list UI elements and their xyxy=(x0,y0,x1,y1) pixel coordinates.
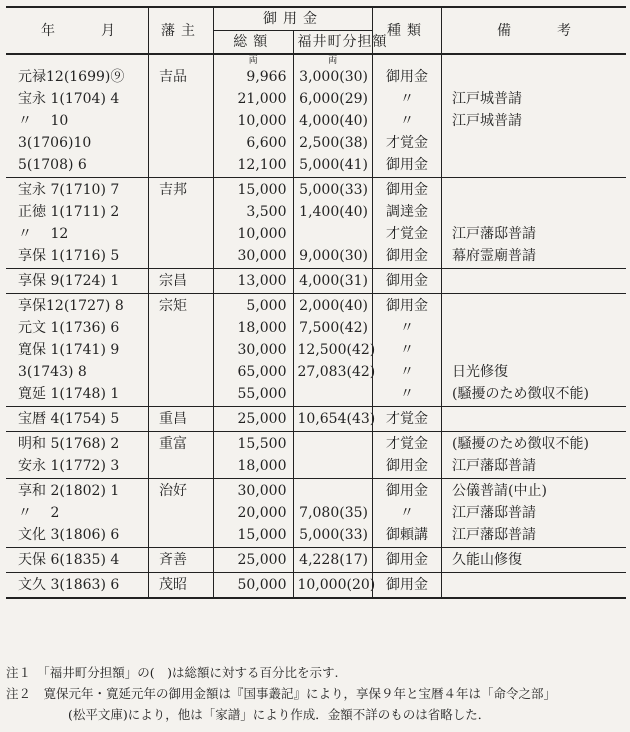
date-cell: 5(1708) 6 xyxy=(18,157,87,173)
kind-cell: 御用金 xyxy=(373,455,442,479)
total-cell: 50,000 xyxy=(214,573,294,599)
kind-cell: 御用金 xyxy=(373,269,442,294)
share-cell: 5,000(41) xyxy=(293,154,373,178)
date-cell: 宝永 7(1710) 7 xyxy=(18,182,120,198)
note-cell: 久能山修復 xyxy=(442,548,627,573)
kind-cell: 御用金 xyxy=(373,479,442,503)
total-cell: 21,000 xyxy=(214,88,294,110)
table-row xyxy=(6,294,626,318)
date-cell: 元文 1(1736) 6 xyxy=(18,320,120,336)
total-cell: 13,000 xyxy=(214,269,294,294)
kind-cell: 御用金 xyxy=(373,294,442,318)
note-cell xyxy=(442,407,627,432)
share-cell xyxy=(293,383,373,407)
kind-cell: 〃 xyxy=(373,502,442,524)
unit-cell xyxy=(442,54,627,66)
share-cell: 4,228(17) xyxy=(293,548,373,573)
header-total: 総額 xyxy=(214,31,294,55)
lord-cell xyxy=(149,361,214,383)
note-cell xyxy=(442,269,627,294)
date-cell: 寛延 1(1748) 1 xyxy=(18,386,120,402)
total-cell: 20,000 xyxy=(214,502,294,524)
unit-cell xyxy=(373,54,442,66)
lord-cell xyxy=(149,524,214,548)
header-date: 年 月 xyxy=(6,7,149,54)
kind-cell: 御用金 xyxy=(373,548,442,573)
share-cell: 7,080(35) xyxy=(293,502,373,524)
lord-group xyxy=(6,54,626,178)
goyokin-table-container xyxy=(6,6,626,599)
share-cell: 2,000(40) xyxy=(293,294,373,318)
lord-cell xyxy=(149,201,214,223)
share-cell xyxy=(293,223,373,245)
lord-cell xyxy=(149,132,214,154)
share-cell: 6,000(29) xyxy=(293,88,373,110)
header-fukui-share: 福井町分担額 xyxy=(293,31,373,55)
lord-cell xyxy=(149,223,214,245)
note-cell xyxy=(442,573,627,599)
share-cell xyxy=(293,479,373,503)
date-cell: 〃 12 xyxy=(18,226,69,242)
footnotes xyxy=(6,662,626,725)
date-cell: 3(1743) 8 xyxy=(18,364,87,380)
kind-cell: 御頼講 xyxy=(373,524,442,548)
share-cell xyxy=(293,455,373,479)
footnote-label: 注２ xyxy=(6,686,32,701)
date-cell: 享保 1(1716) 5 xyxy=(18,248,120,264)
lord-cell: 茂昭 xyxy=(149,573,214,599)
lord-group xyxy=(6,573,626,599)
lord-cell: 重富 xyxy=(149,432,214,456)
total-cell: 15,000 xyxy=(214,178,294,202)
kind-cell: 才覚金 xyxy=(373,407,442,432)
lord-cell: 斉善 xyxy=(149,548,214,573)
lord-group xyxy=(6,407,626,432)
lord-cell: 吉邦 xyxy=(149,178,214,202)
total-cell: 18,000 xyxy=(214,317,294,339)
date-cell: 〃 2 xyxy=(18,505,60,521)
table-row xyxy=(6,339,626,361)
lord-cell: 宗矩 xyxy=(149,294,214,318)
lord-cell xyxy=(149,339,214,361)
lord-cell xyxy=(149,88,214,110)
lord-group xyxy=(6,432,626,479)
total-cell: 25,000 xyxy=(214,407,294,432)
table-row xyxy=(6,383,626,407)
total-cell: 18,000 xyxy=(214,455,294,479)
total-cell: 65,000 xyxy=(214,361,294,383)
date-cell: 天保 6(1835) 4 xyxy=(18,552,120,568)
lord-cell: 吉品 xyxy=(149,66,214,88)
lord-group xyxy=(6,178,626,269)
total-cell: 30,000 xyxy=(214,339,294,361)
note-cell: (騒擾のため徴収不能) xyxy=(442,383,627,407)
footnote-2-continued xyxy=(6,704,626,725)
share-cell: 2,500(38) xyxy=(293,132,373,154)
table-row xyxy=(6,178,626,202)
total-cell: 30,000 xyxy=(214,479,294,503)
unit-label: 両 xyxy=(214,54,294,66)
total-cell: 15,000 xyxy=(214,524,294,548)
footnote-1 xyxy=(6,662,626,683)
date-cell: 宝暦 4(1754) 5 xyxy=(18,411,120,427)
note-cell xyxy=(442,201,627,223)
note-cell: 江戸藩邸普請 xyxy=(442,524,627,548)
note-cell xyxy=(442,66,627,88)
footnote-label: 注１ xyxy=(6,665,32,680)
date-cell: 元禄12(1699)⑨ xyxy=(18,69,125,85)
note-cell xyxy=(442,132,627,154)
note-cell: (騒擾のため徴収不能) xyxy=(442,432,627,456)
header-lord: 藩主 xyxy=(149,7,214,54)
note-cell xyxy=(442,178,627,202)
lord-cell: 重昌 xyxy=(149,407,214,432)
kind-cell: 御用金 xyxy=(373,245,442,269)
date-cell: 〃 10 xyxy=(18,113,69,129)
total-cell: 10,000 xyxy=(214,110,294,132)
unit-row xyxy=(6,54,626,66)
share-cell xyxy=(293,432,373,456)
table-row xyxy=(6,201,626,223)
lord-cell xyxy=(149,502,214,524)
share-cell: 5,000(33) xyxy=(293,524,373,548)
goyokin-table xyxy=(6,6,626,599)
date-cell: 享和 2(1802) 1 xyxy=(18,483,120,499)
table-row xyxy=(6,132,626,154)
unit-cell xyxy=(149,54,214,66)
lord-cell xyxy=(149,317,214,339)
table-row xyxy=(6,361,626,383)
note-cell: 日光修復 xyxy=(442,361,627,383)
share-cell: 4,000(40) xyxy=(293,110,373,132)
total-cell: 12,100 xyxy=(214,154,294,178)
note-cell: 江戸城普請 xyxy=(442,110,627,132)
total-cell: 3,500 xyxy=(214,201,294,223)
kind-cell: 才覚金 xyxy=(373,132,442,154)
total-cell: 15,500 xyxy=(214,432,294,456)
date-cell: 享保12(1727) 8 xyxy=(18,298,124,314)
note-cell: 公儀普請(中止) xyxy=(442,479,627,503)
table-row xyxy=(6,548,626,573)
table-row xyxy=(6,154,626,178)
footnote-2 xyxy=(6,683,626,704)
kind-cell: 〃 xyxy=(373,88,442,110)
lord-cell xyxy=(149,110,214,132)
header-kind: 種類 xyxy=(373,7,442,54)
kind-cell: 〃 xyxy=(373,339,442,361)
table-row xyxy=(6,407,626,432)
footnote-text: 寛保元年・寛延元年の御用金額は『国事叢記』により，享保９年と宝暦４年は「命令之部」 xyxy=(43,686,557,701)
table-row xyxy=(6,573,626,599)
total-cell: 55,000 xyxy=(214,383,294,407)
note-cell: 幕府霊廟普請 xyxy=(442,245,627,269)
kind-cell: 才覚金 xyxy=(373,223,442,245)
unit-cell xyxy=(6,54,149,66)
table-row xyxy=(6,317,626,339)
lord-cell xyxy=(149,154,214,178)
unit-label: 両 xyxy=(293,54,373,66)
share-cell: 27,083(42) xyxy=(293,361,373,383)
note-cell xyxy=(442,294,627,318)
total-cell: 6,600 xyxy=(214,132,294,154)
lord-cell: 宗昌 xyxy=(149,269,214,294)
table-row xyxy=(6,479,626,503)
table-row xyxy=(6,524,626,548)
total-cell: 5,000 xyxy=(214,294,294,318)
date-cell: 文化 3(1806) 6 xyxy=(18,527,120,543)
kind-cell: 調達金 xyxy=(373,201,442,223)
table-row xyxy=(6,432,626,456)
footnote-text: (松平文庫)により，他は「家譜」により作成．金額不詳のものは省略した． xyxy=(68,707,491,722)
note-cell: 江戸藩邸普請 xyxy=(442,502,627,524)
date-cell: 安永 1(1772) 3 xyxy=(18,458,120,474)
share-cell: 3,000(30) xyxy=(293,66,373,88)
kind-cell: 御用金 xyxy=(373,573,442,599)
share-cell: 9,000(30) xyxy=(293,245,373,269)
table-row xyxy=(6,110,626,132)
table-row xyxy=(6,269,626,294)
kind-cell: 才覚金 xyxy=(373,432,442,456)
header-goyokin: 御用金 xyxy=(214,7,373,31)
share-cell: 1,400(40) xyxy=(293,201,373,223)
table-row xyxy=(6,66,626,88)
note-cell xyxy=(442,154,627,178)
kind-cell: 〃 xyxy=(373,383,442,407)
lord-cell xyxy=(149,455,214,479)
date-cell: 寛保 1(1741) 9 xyxy=(18,342,120,358)
kind-cell: 〃 xyxy=(373,361,442,383)
note-cell xyxy=(442,339,627,361)
kind-cell: 〃 xyxy=(373,317,442,339)
lord-cell xyxy=(149,245,214,269)
total-cell: 30,000 xyxy=(214,245,294,269)
date-cell: 享保 9(1724) 1 xyxy=(18,273,120,289)
table-row xyxy=(6,455,626,479)
share-cell: 10,000(20) xyxy=(293,573,373,599)
lord-cell xyxy=(149,383,214,407)
lord-group xyxy=(6,548,626,573)
kind-cell: 御用金 xyxy=(373,178,442,202)
table-row xyxy=(6,502,626,524)
share-cell: 7,500(42) xyxy=(293,317,373,339)
note-cell: 江戸藩邸普請 xyxy=(442,455,627,479)
note-cell xyxy=(442,317,627,339)
table-row xyxy=(6,245,626,269)
share-cell: 12,500(42) xyxy=(293,339,373,361)
share-cell: 4,000(31) xyxy=(293,269,373,294)
date-cell: 宝永 1(1704) 4 xyxy=(18,91,120,107)
header-row-top xyxy=(6,7,626,31)
share-cell: 10,654(43) xyxy=(293,407,373,432)
table-row xyxy=(6,223,626,245)
lord-group xyxy=(6,479,626,548)
note-cell: 江戸藩邸普請 xyxy=(442,223,627,245)
lord-group xyxy=(6,294,626,407)
total-cell: 9,966 xyxy=(214,66,294,88)
kind-cell: 〃 xyxy=(373,110,442,132)
date-cell: 明和 5(1768) 2 xyxy=(18,436,120,452)
lord-cell: 治好 xyxy=(149,479,214,503)
share-cell: 5,000(33) xyxy=(293,178,373,202)
date-cell: 正徳 1(1711) 2 xyxy=(18,204,120,220)
footnote-text: 「福井町分担額」の( )は総額に対する百分比を示す. xyxy=(43,665,339,680)
lord-group xyxy=(6,269,626,294)
total-cell: 25,000 xyxy=(214,548,294,573)
total-cell: 10,000 xyxy=(214,223,294,245)
table-row xyxy=(6,88,626,110)
header-notes: 備 考 xyxy=(442,7,627,54)
kind-cell: 御用金 xyxy=(373,154,442,178)
date-cell: 3(1706)10 xyxy=(18,135,92,151)
kind-cell: 御用金 xyxy=(373,66,442,88)
date-cell: 文久 3(1863) 6 xyxy=(18,577,120,593)
note-cell: 江戸城普請 xyxy=(442,88,627,110)
